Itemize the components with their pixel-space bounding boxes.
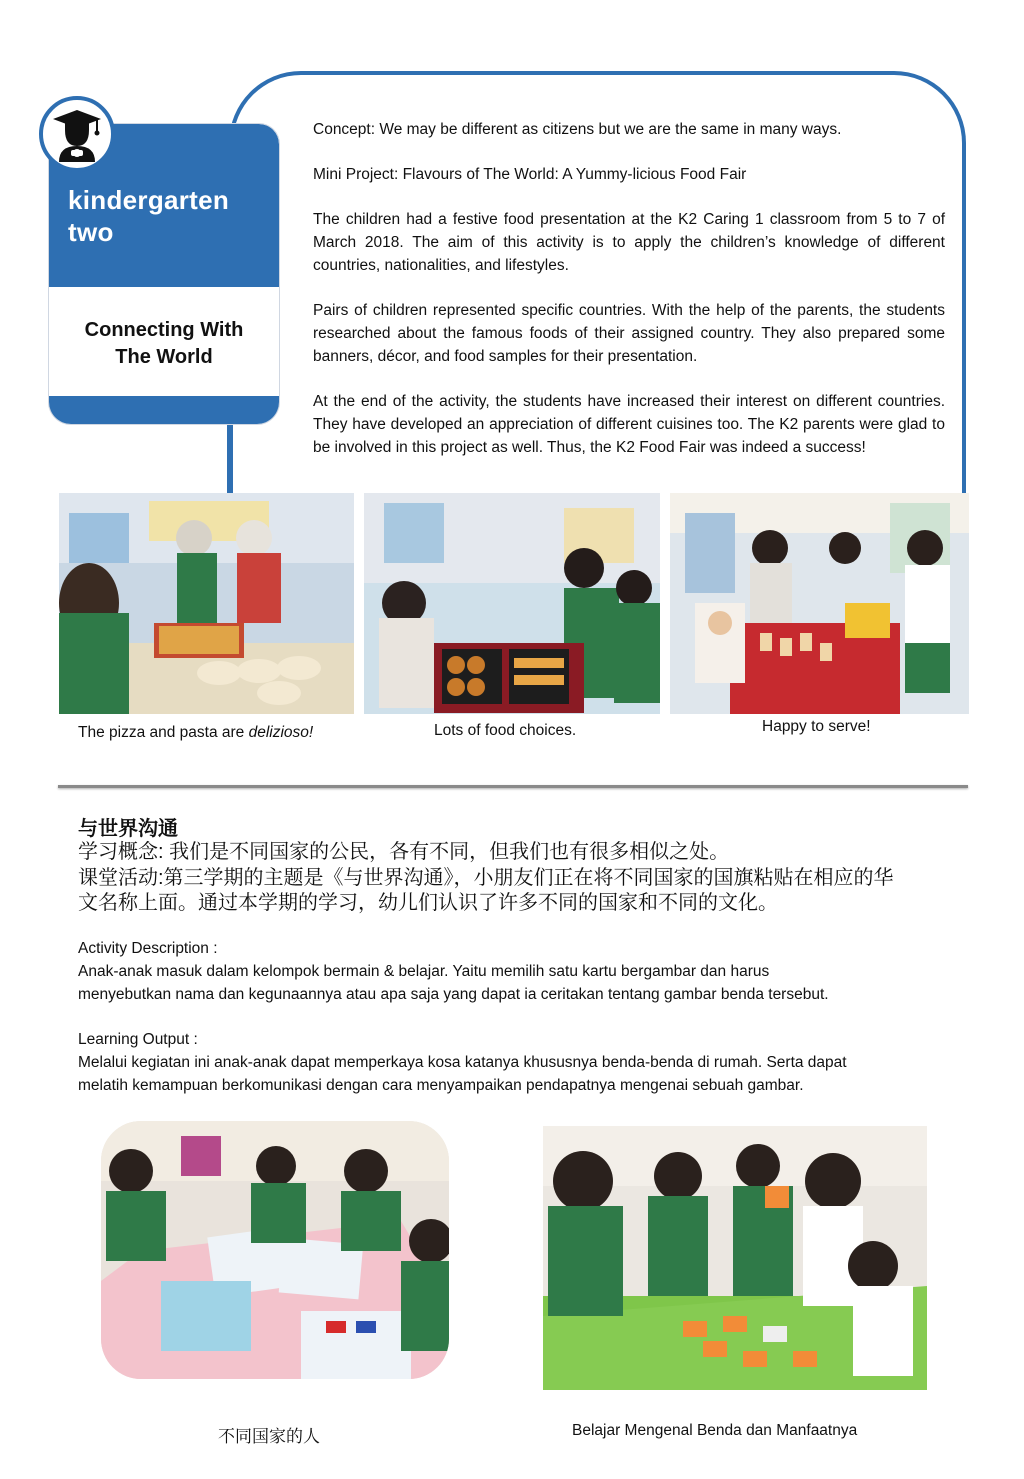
mini-project-text: Mini Project: Flavours of The World: A Yummy-licious Food Fair	[313, 166, 747, 183]
section-divider	[58, 785, 968, 788]
intro-paragraph-1: The children had a festive food presentation at the K2 Caring 1 classroom from 5 to 7 of March 2018. The aim of this activity is to apply the children’s knowledge of different countries, nationalities, and lifestyles.	[313, 211, 945, 274]
chinese-line-3: 文名称上面。通过本学期的学习，幼儿们认识了许多不同的国家和不同的文化。	[78, 892, 778, 914]
photo-happy-to-serve	[670, 493, 969, 714]
caption-picture-cards: Belajar Mengenal Benda dan Manfaatnya	[572, 1422, 858, 1439]
intro-paragraph-2: Pairs of children represented specific countries. With the help of the parents, the students researched about the famous foods of their assigned country. They also prepared some banners, décor, and food samples for their presentation.	[313, 302, 945, 365]
activity-line-2: menyebutkan nama dan kegunaannya atau apa saja yang dapat ia ceritakan tentang gambar benda tersebut.	[78, 986, 829, 1003]
photo-picture-cards	[543, 1126, 927, 1390]
caption-pizza-pasta	[78, 724, 313, 742]
badge-title	[68, 184, 268, 248]
badge-title-line2: two	[68, 217, 114, 247]
caption-flags-activity: 不同国家的人	[218, 1427, 320, 1446]
intro-text	[313, 118, 945, 481]
photo-pizza-pasta	[59, 493, 354, 714]
activity-line-1: Anak-anak masuk dalam kelompok bermain & belajar. Yaitu memilih satu kartu bergambar dan harus	[78, 963, 770, 980]
intro-paragraph-3: At the end of the activity, the students have increased their interest on different countries. They have developed an appreciation of different cuisines too. The K2 parents were glad to be involved in this project as well. Thus, the K2 Food Fair was indeed a success!	[313, 393, 945, 456]
activity-label: Activity Description :	[78, 940, 218, 957]
badge-footer	[49, 396, 279, 424]
caption-pizza-pasta-emphasis: delizioso!	[248, 724, 314, 741]
badge-subtitle-line1: Connecting With	[84, 319, 244, 341]
badge-subtitle	[49, 317, 279, 371]
frame-connector-line	[227, 420, 231, 496]
caption-happy-to-serve: Happy to serve!	[762, 718, 871, 735]
chinese-section-title: 与世界沟通	[78, 818, 178, 840]
learning-label: Learning Output :	[78, 1031, 198, 1048]
learning-line-1: Melalui kegiatan ini anak-anak dapat memperkaya kosa katanya khususnya benda-benda di rumah. Serta dapat	[78, 1054, 847, 1071]
badge-subtitle-line2: The World	[115, 346, 213, 368]
badge-title-line1: kindergarten	[68, 185, 230, 215]
student-graduate-icon	[39, 96, 115, 172]
caption-pizza-pasta-text: The pizza and pasta are	[78, 724, 249, 741]
photo-food-choices	[364, 493, 660, 714]
concept-text: Concept: We may be different as citizens but we are the same in many ways.	[313, 121, 842, 138]
chinese-line-2: 课堂活动:第三学期的主题是《与世界沟通》，小朋友们正在将不同国家的国旗粘贴在相应的华	[78, 867, 894, 889]
learning-line-2: melatih kemampuan berkomunikasi dengan cara menyampaikan pendapatnya mengenai sebuah gambar.	[78, 1077, 804, 1094]
chinese-line-1: 学习概念: 我们是不同国家的公民，各有不同，但我们也有很多相似之处。	[78, 841, 730, 863]
photo-flags-activity	[101, 1121, 449, 1379]
caption-food-choices: Lots of food choices.	[434, 722, 577, 739]
